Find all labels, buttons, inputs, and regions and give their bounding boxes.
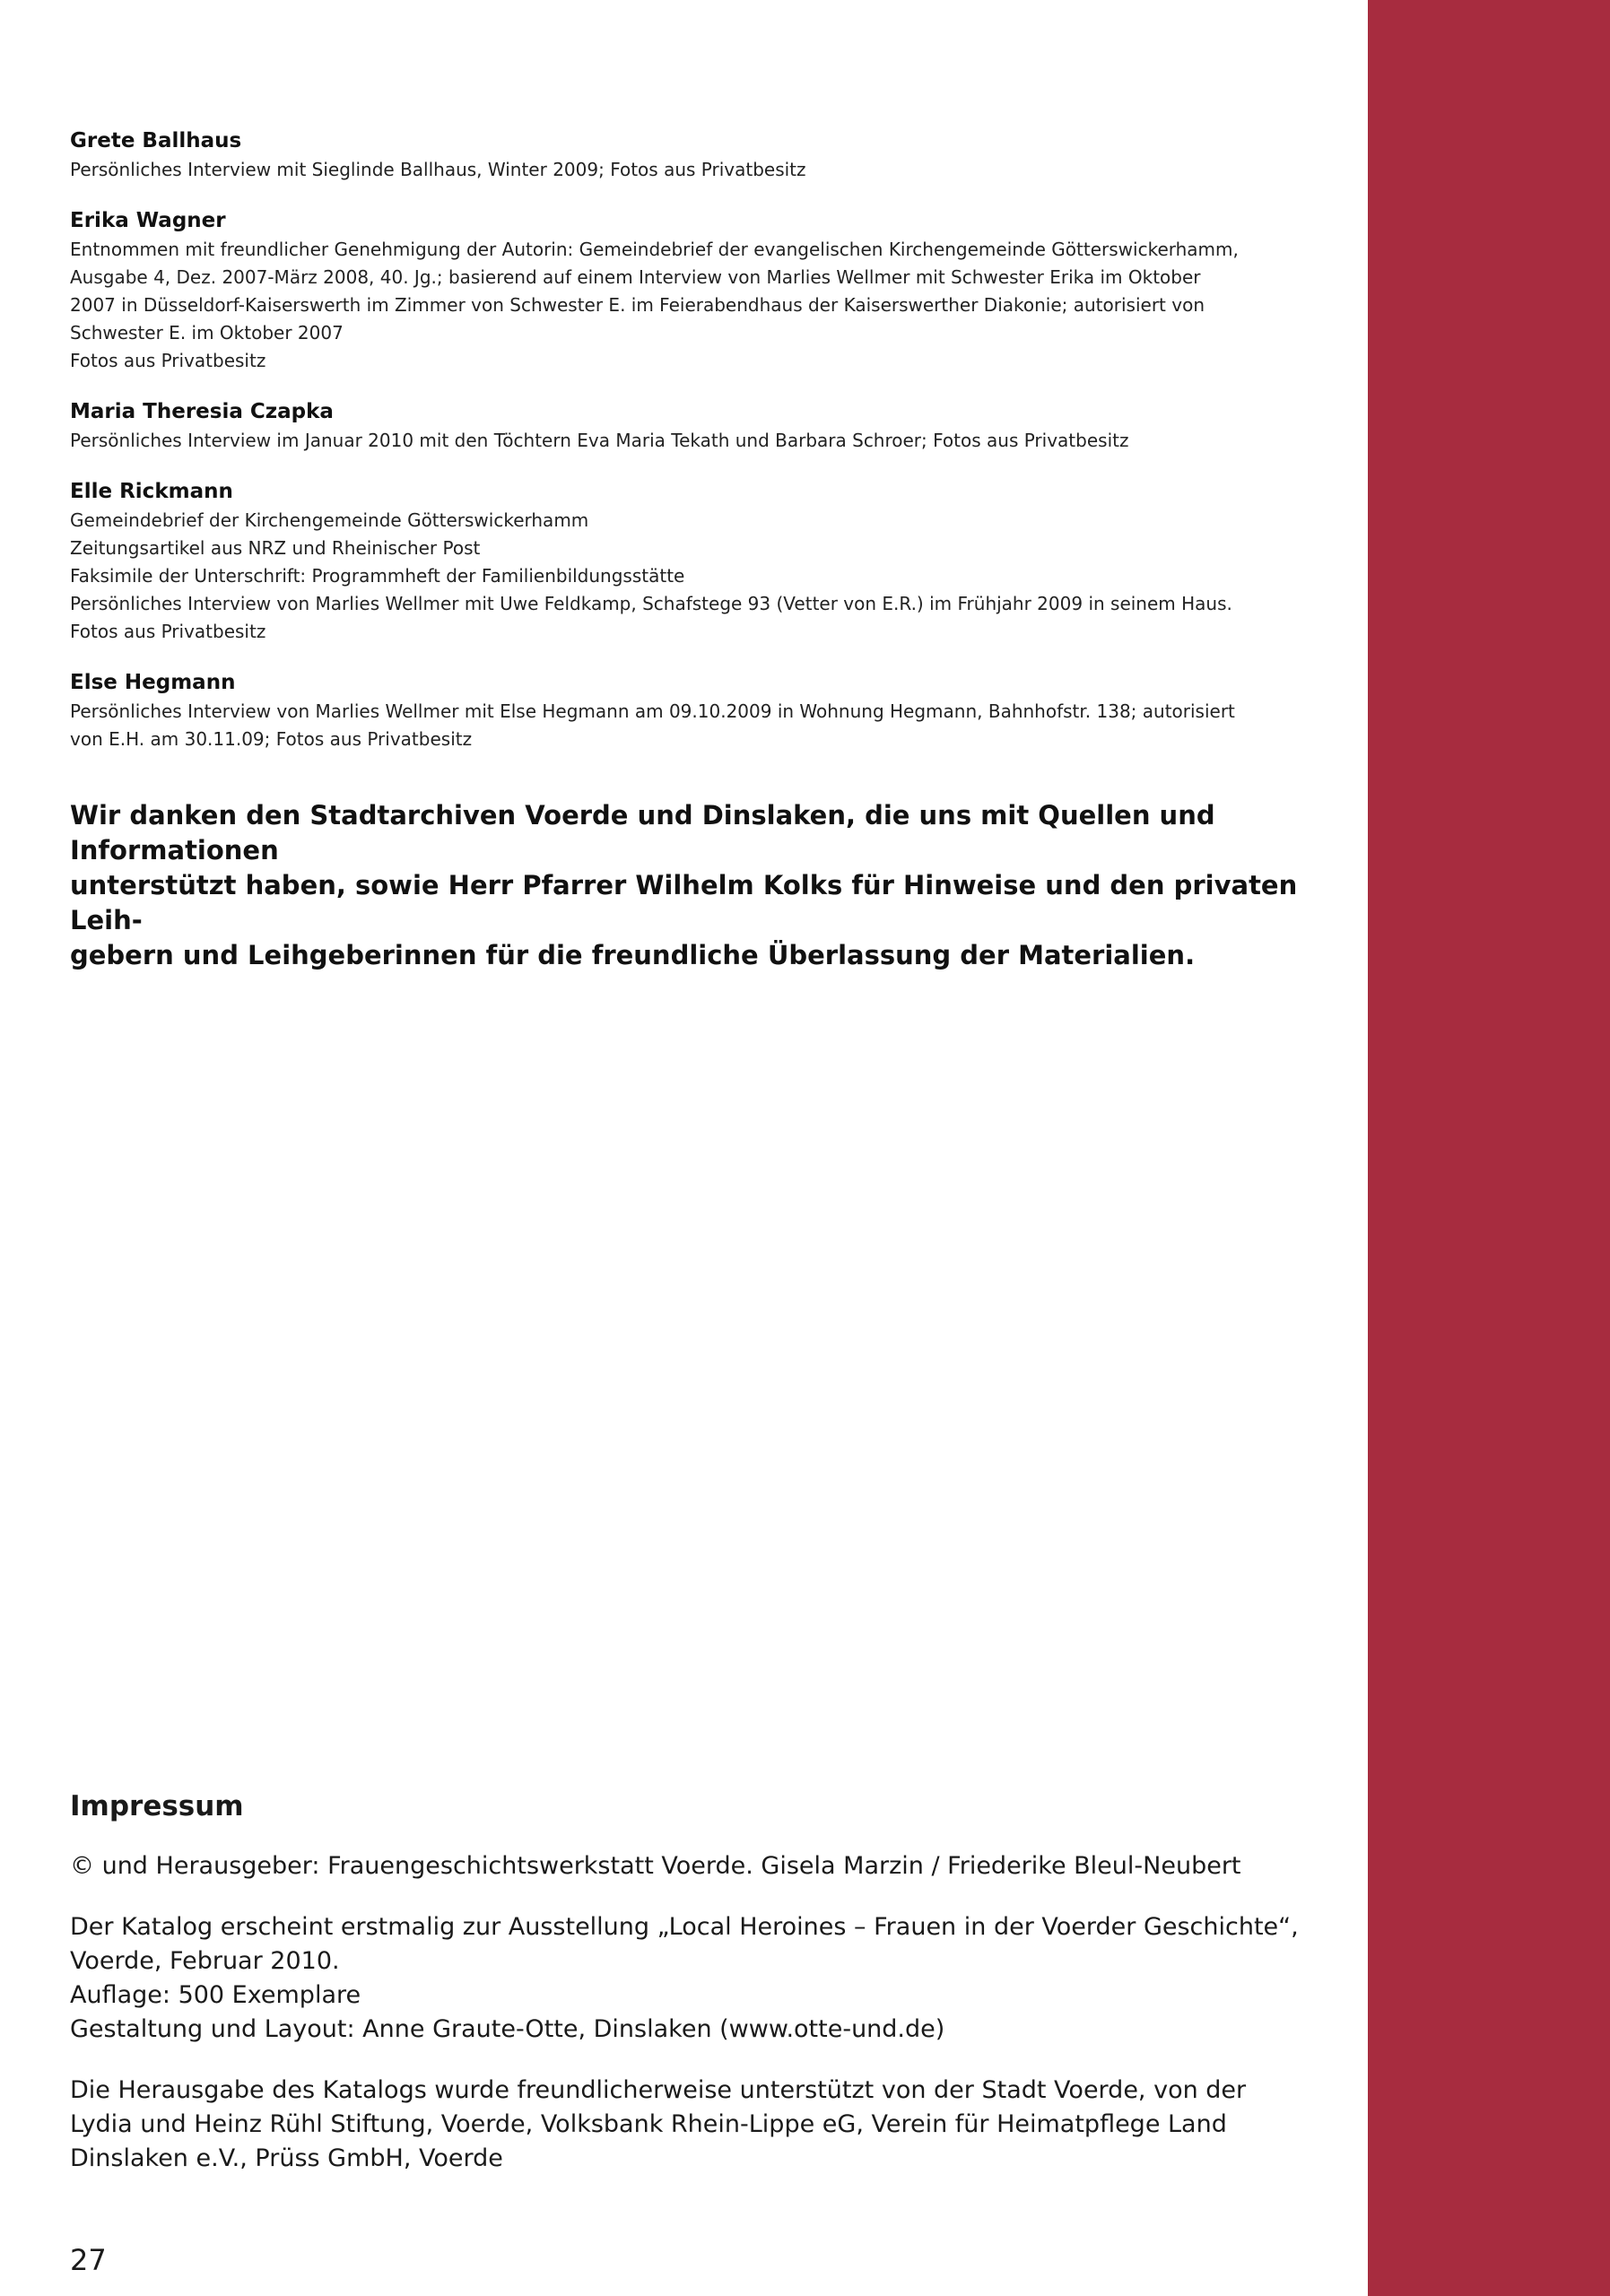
source-line: Gemeindebrief der Kirchengemeinde Götterswickerhamm	[70, 509, 589, 531]
source-line: von E.H. am 30.11.09; Fotos aus Privatbesitz	[70, 728, 473, 750]
source-name: Erika Wagner	[70, 209, 226, 232]
impressum-section	[70, 1787, 1326, 2203]
impressum-line: Auflage: 500 Exemplare	[70, 1981, 361, 2009]
side-color-bar	[1368, 0, 1610, 2296]
sources-list	[70, 126, 1308, 753]
acknowledgement-line: Wir danken den Stadtarchiven Voerde und Dinslaken, die uns mit Quellen und Informationen	[70, 800, 1215, 865]
source-line: Persönliches Interview von Marlies Wellmer mit Uwe Feldkamp, Schafstege 93 (Vetter von E.R.) im Frühjahr 2009 in seinem Haus.	[70, 593, 1232, 614]
sources-section	[70, 126, 1308, 973]
source-line: Entnommen mit freundlicher Genehmigung der Autorin: Gemeindebrief der evangelischen Kirchengemeinde Götterswickerhamm,	[70, 239, 1239, 260]
source-entry	[70, 476, 1308, 646]
source-name: Maria Theresia Czapka	[70, 400, 334, 423]
source-entry	[70, 396, 1308, 455]
source-entry	[70, 667, 1308, 753]
acknowledgement-line: unterstützt haben, sowie Herr Pfarrer Wilhelm Kolks für Hinweise und den privaten Leih-	[70, 870, 1298, 935]
source-name: Else Hegmann	[70, 671, 236, 694]
source-line: Persönliches Interview mit Sieglinde Ballhaus, Winter 2009; Fotos aus Privatbesitz	[70, 159, 806, 180]
impressum-line: Die Herausgabe des Katalogs wurde freundlicherweise unterstützt von der Stadt Voerde, von der	[70, 2076, 1247, 2104]
impressum-body	[70, 1849, 1326, 2176]
page-number: 27	[70, 2243, 107, 2277]
source-line: Schwester E. im Oktober 2007	[70, 322, 344, 344]
impressum-line: Gestaltung und Layout: Anne Graute-Otte, Dinslaken (www.otte-und.de)	[70, 2015, 945, 2043]
source-line: Zeitungsartikel aus NRZ und Rheinischer Post	[70, 537, 481, 559]
source-entry	[70, 205, 1308, 375]
impressum-paragraph	[70, 1849, 1326, 1883]
source-line: 2007 in Düsseldorf-Kaiserswerth im Zimmer von Schwester E. im Feierabendhaus der Kaiserswerther Diakonie; autorisiert von	[70, 294, 1205, 316]
impressum-title: Impressum	[70, 1790, 244, 1822]
source-line: Faksimile der Unterschrift: Programmheft der Familienbildungsstätte	[70, 565, 685, 587]
impressum-line: Der Katalog erscheint erstmalig zur Ausstellung „Local Heroines – Frauen in der Voerder Geschichte“,	[70, 1913, 1299, 1941]
impressum-line: © und Herausgeber: Frauengeschichtswerkstatt Voerde. Gisela Marzin / Friederike Bleul-Neubert	[70, 1852, 1241, 1880]
source-line: Fotos aus Privatbesitz	[70, 350, 266, 371]
impressum-line: Lydia und Heinz Rühl Stiftung, Voerde, Volksbank Rhein-Lippe eG, Verein für Heimatpflege Land	[70, 2110, 1227, 2138]
impressum-line: Voerde, Februar 2010.	[70, 1947, 340, 1975]
acknowledgement-line: gebern und Leihgeberinnen für die freundliche Überlassung der Materialien.	[70, 940, 1196, 970]
source-line: Ausgabe 4, Dez. 2007-März 2008, 40. Jg.; basierend auf einem Interview von Marlies Wellmer mit Schwester Erika im Oktober	[70, 266, 1201, 288]
source-line: Fotos aus Privatbesitz	[70, 621, 266, 642]
impressum-paragraph	[70, 1910, 1326, 2047]
source-line: Persönliches Interview von Marlies Wellmer mit Else Hegmann am 09.10.2009 in Wohnung Hegmann, Bahnhofstr. 138; autorisiert	[70, 700, 1235, 722]
impressum-line: Dinslaken e.V., Prüss GmbH, Voerde	[70, 2144, 503, 2172]
acknowledgement	[70, 798, 1299, 973]
impressum-paragraph	[70, 2074, 1326, 2176]
source-name: Grete Ballhaus	[70, 129, 242, 152]
source-line: Persönliches Interview im Januar 2010 mit den Töchtern Eva Maria Tekath und Barbara Schroer; Fotos aus Privatbesitz	[70, 430, 1129, 451]
source-entry	[70, 126, 1308, 184]
source-name: Elle Rickmann	[70, 480, 233, 503]
